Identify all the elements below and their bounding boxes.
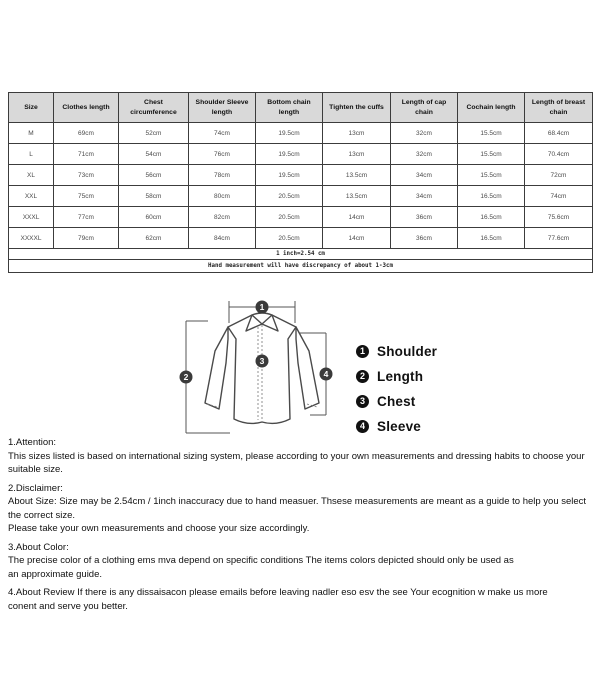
chest-marker: 3 [259, 356, 265, 366]
legend-number-badge: 3 [356, 395, 369, 408]
measurement-cell: 80cm [189, 186, 256, 207]
legend-number-badge: 2 [356, 370, 369, 383]
legend-label: Sleeve [377, 419, 421, 434]
shoulder-marker: 1 [259, 302, 265, 312]
legend-label: Shoulder [377, 344, 438, 359]
measurement-cell: 58cm [119, 186, 189, 207]
section-title: 2.Disclaimer: [8, 482, 63, 494]
measurement-cell: 73cm [54, 165, 119, 186]
legend-number-badge: 4 [356, 420, 369, 433]
info-section [8, 482, 592, 536]
measurement-cell: 70.4cm [525, 144, 593, 165]
section-line: Please take your own measurements and choose your size accordingly. [8, 523, 310, 534]
measurement-cell: 84cm [189, 228, 256, 249]
measurement-cell: 78cm [189, 165, 256, 186]
measurement-cell: 34cm [391, 165, 458, 186]
measurement-cell: 19.5cm [256, 165, 323, 186]
measurement-cell: 14cm [323, 207, 391, 228]
measurement-cell: 36cm [391, 228, 458, 249]
section-line: 4.About Review If there is any dissaisacon please emails before leaving nadler eso esv the see Your ecognition w make us more [8, 587, 548, 598]
measurement-cell: 68.4cm [525, 123, 593, 144]
size-chart [8, 92, 592, 273]
column-header: Clothes length [54, 93, 119, 123]
legend-item [356, 364, 437, 389]
measurement-cell: 16.5cm [458, 207, 525, 228]
measurement-cell: 77.6cm [525, 228, 593, 249]
measurement-cell: 15.5cm [458, 144, 525, 165]
size-cell: M [9, 123, 54, 144]
measurement-cell: 75.6cm [525, 207, 593, 228]
measurement-cell: 77cm [54, 207, 119, 228]
measurement-cell: 16.5cm [458, 186, 525, 207]
measurement-cell: 82cm [189, 207, 256, 228]
measurement-cell: 13cm [323, 144, 391, 165]
measurement-cell: 20.5cm [256, 207, 323, 228]
table-note-row [9, 260, 593, 273]
measurement-cell: 13.5cm [323, 186, 391, 207]
measurement-cell: 75cm [54, 186, 119, 207]
legend-number-badge: 1 [356, 345, 369, 358]
measurement-cell: 20.5cm [256, 186, 323, 207]
measurement-cell: 79cm [54, 228, 119, 249]
size-cell: XXXL [9, 207, 54, 228]
length-marker: 2 [183, 372, 189, 382]
column-header: Shoulder Sleeve length [189, 93, 256, 123]
section-line: conent and serve you better. [8, 600, 128, 612]
measurement-cell: 13.5cm [323, 165, 391, 186]
section-title: 3.About Color: [8, 541, 69, 553]
table-row [9, 186, 593, 207]
info-section [8, 436, 592, 477]
measurement-cell: 74cm [525, 186, 593, 207]
table-row [9, 123, 593, 144]
diagram-legend [356, 339, 437, 439]
column-header: Length of cap chain [391, 93, 458, 123]
section-title: 1.Attention: [8, 437, 57, 448]
table-row [9, 144, 593, 165]
measurement-cell: 34cm [391, 186, 458, 207]
column-header: Size [9, 93, 54, 123]
column-header: Length of breast chain [525, 93, 593, 123]
legend-label: Chest [377, 394, 416, 409]
table-row [9, 165, 593, 186]
table-note: 1 inch=2.54 cm [9, 249, 593, 260]
measurement-cell: 52cm [119, 123, 189, 144]
section-line: The precise color of a clothing ems mva depend on specific conditions The items colors depicted should only be used as [8, 555, 514, 566]
size-table [8, 92, 593, 273]
measurement-cell: 32cm [391, 123, 458, 144]
info-section [8, 541, 592, 582]
measurement-cell: 16.5cm [458, 228, 525, 249]
info-section [8, 586, 592, 613]
measurement-cell: 54cm [119, 144, 189, 165]
measurement-cell: 56cm [119, 165, 189, 186]
column-header: Cochain length [458, 93, 525, 123]
table-row [9, 207, 593, 228]
measurement-cell: 19.5cm [256, 123, 323, 144]
table-body [9, 123, 593, 273]
legend-label: Length [377, 369, 424, 384]
measurement-diagram [0, 293, 600, 435]
measurement-cell: 74cm [189, 123, 256, 144]
measurement-cell: 62cm [119, 228, 189, 249]
table-header-row [9, 93, 593, 123]
column-header: Chest circumference [119, 93, 189, 123]
size-cell: XL [9, 165, 54, 186]
legend-item [356, 339, 437, 364]
size-cell: XXXXL [9, 228, 54, 249]
measurement-cell: 76cm [189, 144, 256, 165]
measurement-cell: 71cm [54, 144, 119, 165]
table-note: Hand measurement will have discrepancy of about 1-3cm [9, 260, 593, 273]
table-note-row [9, 249, 593, 260]
measurement-cell: 20.5cm [256, 228, 323, 249]
size-cell: L [9, 144, 54, 165]
measurement-cell: 15.5cm [458, 165, 525, 186]
measurement-cell: 32cm [391, 144, 458, 165]
legend-item [356, 389, 437, 414]
measurement-cell: 19.5cm [256, 144, 323, 165]
size-cell: XXL [9, 186, 54, 207]
section-line: This sizes listed is based on international sizing system, please according to your own measurements and dressing habits to choose your suitable size. [8, 450, 585, 475]
info-sections [8, 436, 592, 613]
measurement-cell: 36cm [391, 207, 458, 228]
measurement-cell: 72cm [525, 165, 593, 186]
section-line: an approximate guide. [8, 568, 103, 580]
measurement-cell: 69cm [54, 123, 119, 144]
measurement-cell: 15.5cm [458, 123, 525, 144]
measurement-cell: 14cm [323, 228, 391, 249]
sleeve-marker: 4 [323, 369, 329, 379]
column-header: Tighten the cuffs [323, 93, 391, 123]
section-line: About Size: Size may be 2.54cm / 1inch inaccuracy due to hand measuer. Thsese measurements are meant as a guide to help you select the correct size. [8, 496, 587, 521]
measurement-cell: 13cm [323, 123, 391, 144]
measurement-cell: 60cm [119, 207, 189, 228]
column-header: Bottom chain length [256, 93, 323, 123]
legend-item [356, 414, 437, 439]
shirt-diagram-illustration [166, 293, 338, 441]
table-row [9, 228, 593, 249]
